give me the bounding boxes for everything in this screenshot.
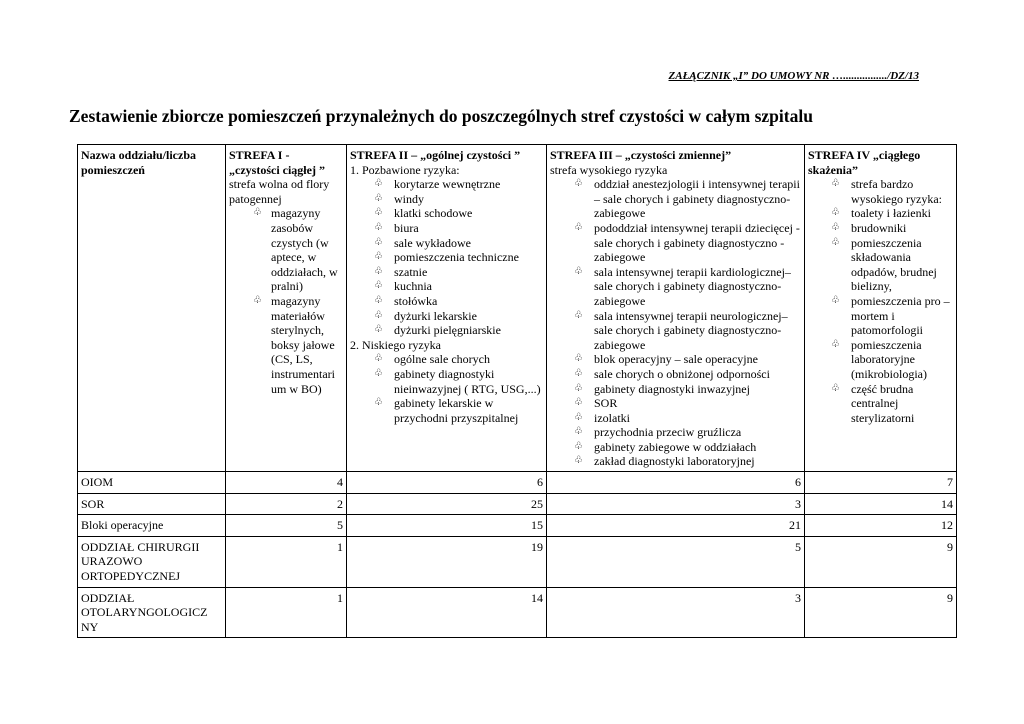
club-bullet-icon: ♧ [574,426,583,438]
zone-2-list-1 [350,177,543,338]
header-col-department [78,145,226,472]
zone-list-item [350,265,543,280]
zone-list-item-text: oddział anestezjologii i intensywnej terapii – sale chorych i gabinety diagnostyczno-zabiegowe [594,177,800,221]
zone-list-item [550,396,801,411]
zone-list-item-text: biura [394,220,419,235]
page-title: Zestawienie zbiorcze pomieszczeń przynależnych do poszczególnych stref czystości w całym szpitalu [69,106,813,126]
zone-list-item-text: pomieszczenia pro – mortem i patomorfologii [851,293,950,338]
zone-2-subheading-2: 2. Niskiego ryzyka [350,337,441,352]
zone-1-title: STREFA I - „czystości ciągłej ” [229,148,325,177]
zone-list-item [229,206,343,294]
zone-list-item [808,294,953,338]
zone-list-item-text: blok operacyjny – sale operacyjne [594,352,758,367]
header-zone-2 [347,145,547,472]
zone-4-list [808,177,953,425]
zone-list-item-text: sale wykładowe [394,235,471,250]
zone-1-count-cell: 1 [226,587,347,638]
table-row [78,515,957,537]
club-bullet-icon: ♧ [374,353,383,365]
table-row [78,472,957,494]
club-bullet-icon: ♧ [831,338,840,350]
zone-list-item [808,177,953,206]
club-bullet-icon: ♧ [374,265,383,277]
club-bullet-icon: ♧ [374,309,383,321]
zone-list-item-text: gabinety zabiegowe w oddziałach [594,439,757,454]
zone-list-item-text: kuchnia [394,279,432,294]
zone-list-item-text: strefa bardzo wysokiego ryzyka: [851,177,942,206]
department-name-cell: Bloki operacyjne [78,515,226,537]
zone-4-count-cell: 7 [805,472,957,494]
club-bullet-icon: ♧ [831,382,840,394]
zone-list-item [229,294,343,396]
zone-list-item [808,206,953,221]
club-bullet-icon: ♧ [574,455,583,467]
zone-list-item-text: dyżurki pielęgniarskie [394,323,501,338]
zone-list-item [550,454,801,469]
zone-list-item [350,177,543,192]
zone-1-count-cell: 5 [226,515,347,537]
club-bullet-icon: ♧ [574,440,583,452]
zone-list-item-text: ogólne sale chorych [394,352,490,367]
zone-list-item-text: pomieszczenia składowania odpadów, brudnej bielizny, [851,235,937,294]
zone-list-item [350,192,543,207]
club-bullet-icon: ♧ [253,294,262,306]
zone-list-item-text: SOR [594,396,618,411]
zone-list-item-text: dyżurki lekarskie [394,308,477,323]
header-row [78,145,957,472]
club-bullet-icon: ♧ [574,178,583,190]
zone-list-item-text: klatki schodowe [394,206,473,221]
club-bullet-icon: ♧ [374,367,383,379]
zone-list-item [550,265,801,309]
zone-3-title: STREFA III – „czystości zmiennej” [550,148,732,162]
club-bullet-icon: ♧ [831,294,840,306]
zone-list-item [808,221,953,236]
zone-list-item [350,221,543,236]
club-bullet-icon: ♧ [831,221,840,233]
department-name-cell: ODDZIAŁ CHIRURGII URAZOWO ORTOPEDYCZNEJ [78,536,226,587]
zone-2-count-cell: 6 [347,472,547,494]
zone-list-item-text: gabinety diagnostyki inwazyjnej [594,381,750,396]
zone-list-item [350,323,543,338]
zone-list-item [550,367,801,382]
table-row [78,493,957,515]
zone-list-item-text: sala intensywnej terapii neurologicznej– sale chorych i gabinety diagnostyczno-zabiegowe [594,308,788,352]
department-name-cell: OIOM [78,472,226,494]
club-bullet-icon: ♧ [374,192,383,204]
club-bullet-icon: ♧ [574,265,583,277]
zone-2-subheading-1: 1. Pozbawione ryzyka: [350,162,460,177]
zone-2-count-cell: 25 [347,493,547,515]
club-bullet-icon: ♧ [374,324,383,336]
zone-4-count-cell: 9 [805,587,957,638]
club-bullet-icon: ♧ [574,353,583,365]
zone-list-item-text: pomieszczenia laboratoryjne (mikrobiologia) [851,337,927,381]
club-bullet-icon: ♧ [374,178,383,190]
club-bullet-icon: ♧ [831,207,840,219]
zone-3-count-cell: 3 [547,493,805,515]
club-bullet-icon: ♧ [574,411,583,423]
zone-list-item [550,177,801,221]
club-bullet-icon: ♧ [374,221,383,233]
zone-list-item-text: sala intensywnej terapii kardiologicznej– sale chorych i gabinety diagnostyczno-zabiegowe [594,264,791,308]
club-bullet-icon: ♧ [374,294,383,306]
zone-list-item [808,382,953,426]
zone-list-item [350,279,543,294]
zone-4-count-cell: 9 [805,536,957,587]
zone-1-count-cell: 1 [226,536,347,587]
zone-list-item-text: część brudna centralnej sterylizatorni [851,381,915,425]
zone-3-count-cell: 6 [547,472,805,494]
zone-list-item [550,221,801,265]
zone-list-item-text: brudowniki [851,220,907,235]
zone-list-item [350,250,543,265]
header-zone-3 [547,145,805,472]
table-row [78,587,957,638]
zone-list-item [550,352,801,367]
zone-4-count-cell: 14 [805,493,957,515]
zone-2-list-2 [350,352,543,425]
zone-list-item-text: przychodnia przeciw gruźlicza [594,425,742,440]
zone-2-count-cell: 15 [347,515,547,537]
zone-list-item [550,309,801,353]
zone-list-item [350,396,543,425]
zone-list-item-text: stołówka [394,293,438,308]
zone-list-item [350,352,543,367]
zone-list-item [550,382,801,397]
zone-list-item [350,236,543,251]
zone-list-item [550,425,801,440]
zones-table [77,144,957,638]
zone-list-item-text: pododdział intensywnej terapii dziecięcej - sale chorych i gabinety diagnostyczno - zabiegowe [594,220,800,265]
header-zone-1 [226,145,347,472]
zone-3-list [550,177,801,469]
zone-list-item-text: windy [394,191,424,206]
zone-list-item-text: magazyny materiałów sterylnych, boksy jałowe (CS, LS, instrumentari um w BO) [271,293,335,396]
zone-1-list [229,206,343,396]
annex-reference: ZAŁĄCZNIK „I” DO UMOWY NR …................/DZ/13 [668,70,919,82]
header-zone-4 [805,145,957,472]
club-bullet-icon: ♧ [374,236,383,248]
club-bullet-icon: ♧ [574,382,583,394]
zone-3-count-cell: 5 [547,536,805,587]
department-name-cell: ODDZIAŁ OTOLARYNGOLOGICZ NY [78,587,226,638]
zone-list-item-text: pomieszczenia techniczne [394,250,519,265]
zone-list-item [350,367,543,396]
zone-list-item [550,411,801,426]
club-bullet-icon: ♧ [374,280,383,292]
club-bullet-icon: ♧ [574,367,583,379]
zone-list-item [350,309,543,324]
zone-list-item-text: izolatki [594,410,630,425]
zone-list-item [350,294,543,309]
zone-list-item-text: zakład diagnostyki laboratoryjnej [594,454,755,469]
zone-list-item [350,206,543,221]
zone-list-item-text: gabinety diagnostyki nieinwazyjnej ( RTG, USG,...) [394,366,541,396]
club-bullet-icon: ♧ [574,221,583,233]
zone-list-item-text: gabinety lekarskie w przychodni przyszpitalnej [394,396,519,425]
zone-list-item-text: sale chorych o obniżonej odporności [594,366,770,381]
zone-list-item-text: szatnie [394,264,428,279]
club-bullet-icon: ♧ [574,397,583,409]
zone-3-count-cell: 21 [547,515,805,537]
zone-4-count-cell: 12 [805,515,957,537]
club-bullet-icon: ♧ [574,309,583,321]
club-bullet-icon: ♧ [831,236,840,248]
zone-1-count-cell: 4 [226,472,347,494]
club-bullet-icon: ♧ [831,178,840,190]
club-bullet-icon: ♧ [253,207,262,219]
header-col-department-label: Nazwa oddziału/liczba pomieszczeń [81,148,197,177]
zone-list-item-text: magazyny zasobów czystych (w aptece, w oddziałach, w pralni) [271,206,338,294]
zone-3-count-cell: 3 [547,587,805,638]
zone-list-item [550,440,801,455]
zone-2-count-cell: 14 [347,587,547,638]
zone-1-count-cell: 2 [226,493,347,515]
club-bullet-icon: ♧ [374,207,383,219]
zone-list-item-text: korytarze wewnętrzne [394,177,501,192]
department-name-cell: SOR [78,493,226,515]
zone-list-item [808,338,953,382]
zone-1-description: strefa wolna od flory patogennej [229,177,330,206]
club-bullet-icon: ♧ [374,251,383,263]
zone-4-title: STREFA IV „ciągłego skażenia” [808,148,921,177]
table-row [78,536,957,587]
zone-2-title: STREFA II – „ogólnej czystości ” [350,148,521,162]
club-bullet-icon: ♧ [374,397,383,409]
zone-list-item [808,236,953,294]
zone-3-description: strefa wysokiego ryzyka [550,162,668,177]
zone-list-item-text: toalety i łazienki [851,206,931,221]
zone-2-count-cell: 19 [347,536,547,587]
